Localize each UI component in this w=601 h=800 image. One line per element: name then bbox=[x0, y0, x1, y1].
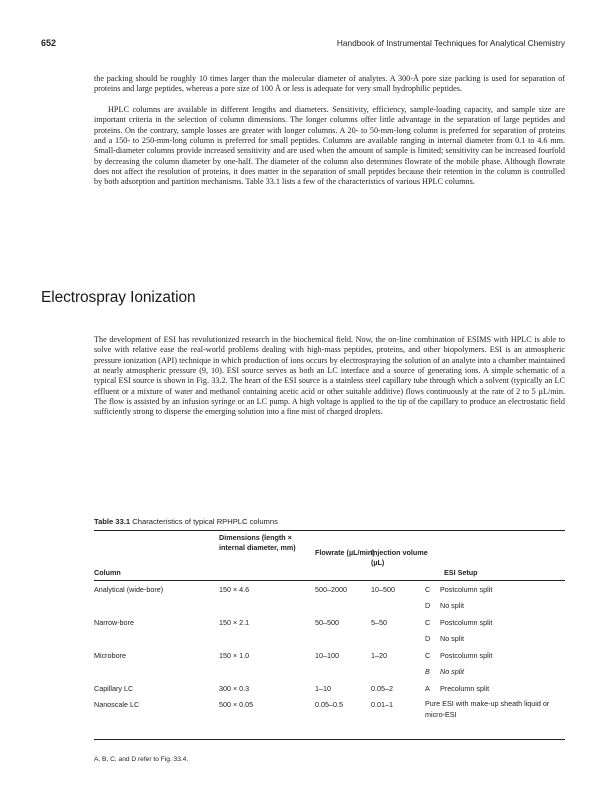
cell-esi-setup bbox=[425, 584, 492, 595]
header-injection: Injection volume (µL) bbox=[371, 548, 428, 567]
section-heading: Electrospray Ionization bbox=[41, 289, 196, 306]
cell-injection: 10–500 bbox=[371, 585, 395, 594]
cell-dimensions: 150 × 2.1 bbox=[219, 618, 250, 627]
cell-injection: 5–50 bbox=[371, 618, 387, 627]
cell-flowrate: 10–100 bbox=[315, 651, 339, 660]
paragraph-esi bbox=[94, 335, 565, 418]
esi-text: Postcolumn split bbox=[440, 618, 493, 627]
esi-code: D bbox=[425, 634, 431, 643]
cell-injection: 0.01–1 bbox=[371, 700, 393, 709]
paragraph-text: HPLC columns are available in different lengths and diameters. Sensitivity, efficiency, sample-loading capacity, and sample size are important criteria in the selection of column dimensions. The longer columns offer little advantage in the separation of large peptides and proteins. On the contrary, sample losses are greater with longer columns. A 20- to 50-mm-long column is preferred for separation of proteins and a 150- to 250-mm-long column is preferred for small peptides. Columns are available ranging in internal diameter from 0.1 to 4.6 mm. Small-diameter columns provide increased sensitivity and are used when the amount of sample is limited; sensitivity can be increased fourfold by decreasing the column diameter by one-half. The diameter of the column also determines flowrate of the mobile phase. Although flowrate does not affect the resolution of proteins, it does matter in the separation of small peptides because their retention in the column is controlled by both adsorption and partition mechanisms. Table 33.1 lists a few of the characteristics of various HPLC columns. bbox=[94, 105, 565, 187]
esi-code: A bbox=[425, 684, 430, 693]
cell-esi-setup bbox=[425, 699, 563, 721]
cell-column: Microbore bbox=[94, 651, 126, 660]
esi-text: Precolumn split bbox=[440, 684, 490, 693]
book-title: Handbook of Instrumental Techniques for Analytical Chemistry bbox=[336, 38, 565, 48]
esi-text: Postcolumn split bbox=[440, 651, 493, 660]
cell-injection: 1–20 bbox=[371, 651, 387, 660]
cell-column: Narrow-bore bbox=[94, 618, 134, 627]
header-dimensions: Dimensions (length × internal diameter, mm) bbox=[219, 533, 296, 552]
esi-code: B bbox=[425, 667, 430, 676]
esi-text: Pure ESI with make-up sheath liquid or micro-ESI bbox=[425, 699, 550, 719]
header-column: Column bbox=[94, 568, 121, 577]
paragraph-text: The development of ESI has revolutionized research in the biochemical field. Now, the on-line combination of ESIMS with HPLC is able to solve with relative ease the real-world problems dealing with high-mass peptides, proteins, and other biopolymers. ESI is an atmospheric pressure ionization (API) technique in which production of ions occurs by electrospraying the solution of an analyte into a chamber maintained at nearly atmospheric pressure (9, 10). ESI source serves as both an LC interface and a source of generating ions. A simple schematic of a typical ESI source is shown in Fig. 33.2. The heart of the ESI source is a stainless steel capillary tube through which a solvent (typically an LC effluent or a mixture of water and methanol containing acetic acid or other suitable additive) flows continuously at the rate of 2 to 5 µL/min. The flow is assisted by an infusion syringe or an LC pump. A high voltage is applied to the tip of the capillary to produce an electrostatic field sufficiently strong to disperse the emerging solution into a fine mist of charged droplets. bbox=[94, 335, 565, 417]
esi-text: No split bbox=[440, 634, 464, 643]
table-bottom-rule bbox=[94, 739, 565, 740]
page-number: 652 bbox=[41, 38, 57, 48]
cell-esi-setup bbox=[425, 633, 464, 644]
table-caption-text: Characteristics of typical RPHPLC columns bbox=[132, 517, 278, 526]
cell-injection: 0.05–2 bbox=[371, 684, 393, 693]
esi-text: No split bbox=[440, 601, 464, 610]
paragraph-hplc-columns bbox=[94, 105, 565, 188]
running-header bbox=[41, 38, 565, 52]
esi-code: C bbox=[425, 618, 431, 627]
cell-dimensions: 500 × 0.05 bbox=[219, 700, 254, 709]
esi-code: D bbox=[425, 601, 431, 610]
esi-text: No split bbox=[440, 667, 464, 676]
cell-esi-setup bbox=[425, 683, 489, 694]
esi-text: Postcolumn split bbox=[440, 585, 493, 594]
table-header-rule bbox=[94, 580, 565, 581]
esi-code: C bbox=[425, 651, 431, 660]
paragraph-packing bbox=[94, 74, 565, 95]
cell-esi-setup bbox=[425, 617, 492, 628]
cell-column: Analytical (wide-bore) bbox=[94, 585, 164, 594]
table-caption-label: Table 33.1 bbox=[94, 517, 131, 526]
cell-flowrate: 0.05–0.5 bbox=[315, 700, 343, 709]
cell-flowrate: 500–2000 bbox=[315, 585, 347, 594]
cell-esi-setup bbox=[425, 650, 492, 661]
table-top-rule bbox=[94, 530, 565, 531]
cell-flowrate: 50–500 bbox=[315, 618, 339, 627]
header-flowrate: Flowrate (µL/min) bbox=[315, 548, 375, 557]
cell-column: Nanoscale LC bbox=[94, 700, 140, 709]
table-footnote: A, B, C, and D refer to Fig. 33.4. bbox=[94, 756, 189, 763]
cell-dimensions: 300 × 0.3 bbox=[219, 684, 250, 693]
cell-dimensions: 150 × 4.6 bbox=[219, 585, 250, 594]
cell-column: Capillary LC bbox=[94, 684, 134, 693]
cell-esi-setup bbox=[425, 666, 464, 677]
cell-dimensions: 150 × 1.0 bbox=[219, 651, 250, 660]
header-esi-setup: ESI Setup bbox=[444, 568, 478, 577]
esi-code: C bbox=[425, 585, 431, 594]
paragraph-text: the packing should be roughly 10 times larger than the molecular diameter of analytes. A 300-Å pore size packing is used for separation of proteins and large peptides, whereas a pore size of 100 Å or less is adequate for very small hydrophilic peptides. bbox=[94, 74, 565, 94]
table-caption bbox=[94, 517, 278, 526]
cell-flowrate: 1–10 bbox=[315, 684, 331, 693]
cell-esi-setup bbox=[425, 600, 464, 611]
